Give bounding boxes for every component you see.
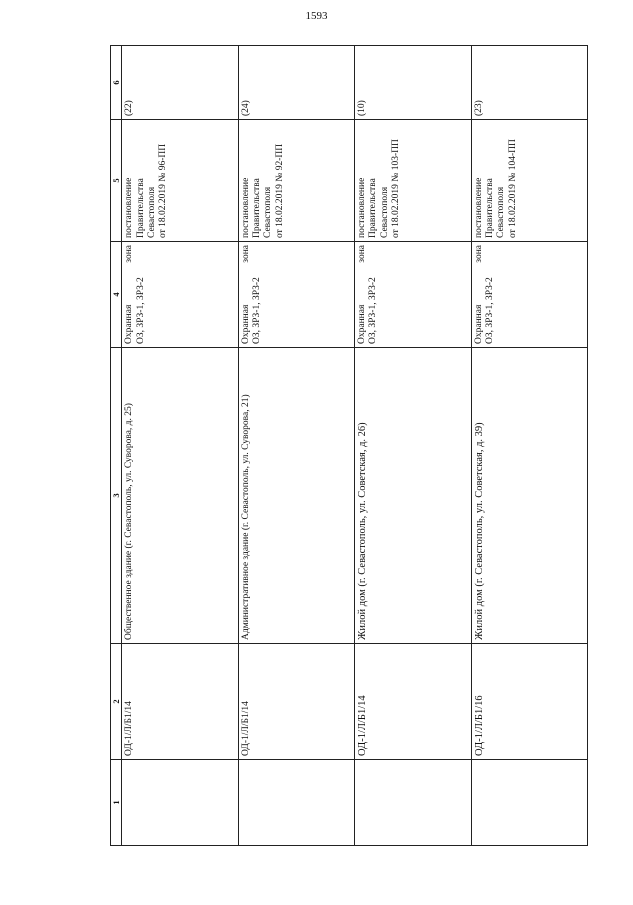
header-col-6: 6 — [111, 46, 122, 120]
rotated-table-frame — [110, 46, 588, 846]
cell-document — [355, 120, 471, 242]
zone-label: Охранная — [473, 304, 484, 344]
zone-codes: ОЗ, ЗРЗ-1, ЗРЗ-2 — [135, 277, 146, 344]
table-row — [238, 46, 354, 846]
zone-codes: ОЗ, ЗРЗ-1, ЗРЗ-2 — [368, 277, 379, 344]
cell-object: Административное здание (г. Севастополь, ул. Суворова, 21) — [238, 348, 354, 644]
cell-code: ОД-1/Л/Б1/14 — [122, 644, 238, 760]
zone-label: Охранная — [240, 304, 251, 344]
header-col-2: 2 — [111, 644, 122, 760]
doc-line: Правительства — [252, 178, 263, 238]
zone-codes: ОЗ, ЗРЗ-1, ЗРЗ-2 — [484, 277, 495, 344]
doc-line: постановление — [357, 177, 368, 238]
cell-index — [355, 760, 471, 846]
doc-line: Севастополя — [496, 186, 507, 238]
cell-document — [471, 120, 587, 242]
cell-document — [122, 120, 238, 242]
cell-code: ОД-1/Л/Б1/16 — [471, 644, 587, 760]
table-row — [122, 46, 238, 846]
cell-number: (22) — [122, 46, 238, 120]
cell-number: (10) — [355, 46, 471, 120]
table-container — [110, 46, 588, 846]
cell-object: Жилой дом (г. Севастополь, ул. Советская, д. 39) — [471, 348, 587, 644]
doc-line: Правительства — [484, 178, 495, 238]
doc-line: от 18.02.2019 № 96-ПП — [158, 143, 169, 238]
header-row — [111, 46, 122, 846]
zone-label: Охранная — [124, 304, 135, 344]
doc-line: Севастополя — [263, 186, 274, 238]
doc-line: Правительства — [368, 178, 379, 238]
doc-line: постановление — [124, 177, 135, 238]
doc-line: постановление — [473, 177, 484, 238]
zone-codes: ОЗ, ЗРЗ-1, ЗРЗ-2 — [252, 277, 263, 344]
header-col-3: 3 — [111, 348, 122, 644]
cell-index — [238, 760, 354, 846]
cell-code: ОД-1/Л/Б1/14 — [238, 644, 354, 760]
zone-word: зона — [240, 245, 251, 263]
zone-label: Охранная — [357, 304, 368, 344]
cell-index — [471, 760, 587, 846]
header-col-5: 5 — [111, 120, 122, 242]
cell-number: (23) — [471, 46, 587, 120]
table-row — [471, 46, 587, 846]
doc-line: от 18.02.2019 № 92-ПП — [274, 143, 285, 238]
cell-object: Общественное здание (г. Севастополь, ул. Суворова, д. 25) — [122, 348, 238, 644]
cell-zone — [238, 242, 354, 348]
heritage-objects-table — [110, 45, 588, 846]
doc-line: постановление — [240, 177, 251, 238]
page-number: 1593 — [305, 10, 328, 22]
doc-line: Севастополя — [146, 186, 157, 238]
cell-zone — [355, 242, 471, 348]
table-row — [355, 46, 471, 846]
header-col-1: 1 — [111, 760, 122, 846]
doc-line: Севастополя — [379, 186, 390, 238]
cell-zone — [122, 242, 238, 348]
cell-document — [238, 120, 354, 242]
header-col-4: 4 — [111, 242, 122, 348]
cell-zone — [471, 242, 587, 348]
zone-word: зона — [124, 245, 135, 263]
cell-index — [122, 760, 238, 846]
cell-number: (24) — [238, 46, 354, 120]
cell-code: ОД-1/Л/Б1/14 — [355, 644, 471, 760]
doc-line: от 18.02.2019 № 104-ПП — [507, 139, 518, 238]
doc-line: Правительства — [135, 178, 146, 238]
doc-line: от 18.02.2019 № 103-ПП — [391, 139, 402, 238]
zone-word: зона — [473, 245, 484, 263]
zone-word: зона — [357, 245, 368, 263]
cell-object: Жилой дом (г. Севастополь, ул. Советская, д. 26) — [355, 348, 471, 644]
